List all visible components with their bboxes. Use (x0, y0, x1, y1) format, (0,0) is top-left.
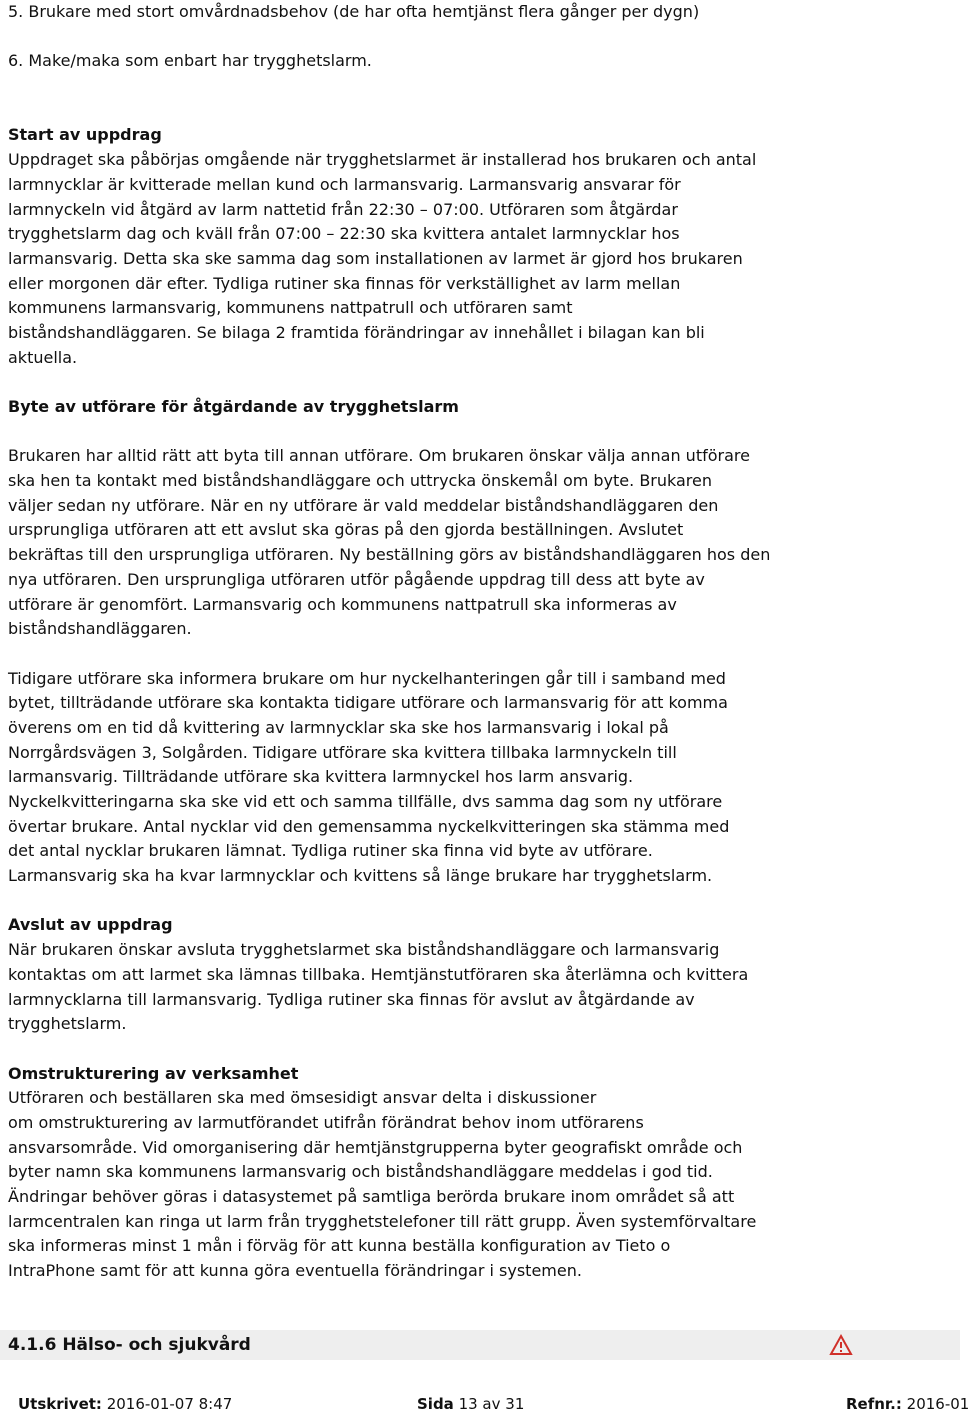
heading-byte: Byte av utförare för åtgärdande av trygghetslarm (8, 397, 459, 416)
paragraph-avslut (8, 938, 958, 1037)
text-line: larmansvarig. Detta ska ske samma dag som installationen av larmet är gjord hos brukaren (8, 248, 743, 268)
paragraph-byte-1 (8, 444, 958, 642)
text-line: ska hen ta kontakt med biståndshandläggare och uttrycka önskemål om byte. Brukaren (8, 471, 713, 491)
footer-written (18, 1394, 232, 1415)
footer-ref-label: Refnr.: (846, 1395, 902, 1413)
text-line: nya utföraren. Den ursprungliga utföraren utför pågående uppdrag till dess att byte av (8, 569, 705, 589)
footer-page-value: 13 av 31 (453, 1395, 525, 1413)
list-item: 5. Brukare med stort omvårdnadsbehov (de har ofta hemtjänst flera gånger per dygn) (8, 2, 700, 21)
heading-omstrukturering: Omstrukturering av verksamhet (8, 1063, 299, 1083)
text-line: Utföraren och beställaren ska med ömsesidigt ansvar delta i diskussioner (8, 1088, 597, 1108)
paragraph-start (8, 148, 958, 370)
text-line: övertar brukare. Antal nycklar vid den gemensamma nyckelkvitteringen ska stämma med (8, 816, 730, 836)
text-line: det antal nycklar brukaren lämnat. Tydliga rutiner ska finna vid byte av utförare. (8, 841, 653, 861)
footer-ref-value: 2016-01 (901, 1395, 969, 1413)
text-line: överens om en tid då kvittering av larmnycklar ska ske hos larmansvarig i lokal på (8, 717, 669, 737)
text-line: larmnycklarna till larmansvarig. Tydliga rutiner ska finnas för avslut av åtgärdande av (8, 989, 695, 1009)
text-line: ursprungliga utföraren att ett avslut ska göras på den gjorda beställningen. Avslutet (8, 520, 684, 540)
text-line: kommunens larmansvarig, kommunens nattpatrull och utföraren samt (8, 298, 573, 318)
text-line: larmansvarig. Tillträdande utförare ska kvittera larmnyckel hos larm ansvarig. (8, 767, 634, 787)
text-line: ansvarsområde. Vid omorganisering där hemtjänstgrupperna byter geografiskt område och (8, 1137, 743, 1157)
page-footer (0, 1394, 969, 1415)
text-line: väljer sedan ny utförare. När en ny utförare är vald meddelar biståndshandläggaren den (8, 495, 719, 515)
footer-page-label: Sida (417, 1395, 454, 1413)
text-line: aktuella. (8, 347, 78, 367)
text-line: biståndshandläggaren. (8, 619, 192, 639)
text-line: larmnyckeln vid åtgärd av larm nattetid från 22:30 – 07:00. Utföraren som åtgärdar (8, 199, 678, 219)
text-line: Nyckelkvitteringarna ska ske vid ett och samma tillfälle, dvs samma dag som ny utförare (8, 792, 723, 811)
text-line: trygghetslarm. (8, 1014, 127, 1034)
document-body (8, 0, 958, 1284)
list-item: 6. Make/maka som enbart har trygghetslarm. (8, 51, 372, 71)
warning-icon (830, 1334, 852, 1356)
text-line: trygghetslarm dag och kväll från 07:00 – 22:30 ska kvittera antalet larmnycklar hos (8, 224, 680, 244)
text-line: Brukaren har alltid rätt att byta till annan utförare. Om brukaren önskar välja annan utförare (8, 446, 750, 466)
heading-start: Start av uppdrag (8, 125, 162, 145)
text-line: När brukaren önskar avsluta trygghetslarmet ska biståndshandläggare och larmansvarig (8, 940, 720, 960)
text-line: Norrgårdsvägen 3, Solgården. Tidigare utförare ska kvittera tillbaka larmnyckeln till (8, 742, 677, 762)
text-line: byter namn ska kommunens larmansvarig och biståndshandläggare meddelas i god tid. (8, 1162, 713, 1182)
text-line: Tidigare utförare ska informera brukare om hur nyckelhanteringen går till i samband med (8, 668, 726, 688)
text-line: bytet, tillträdande utförare ska kontakta tidigare utförare och larmansvarig för att komma (8, 693, 728, 713)
text-line: kontaktas om att larmet ska lämnas tillbaka. Hemtjänstutföraren ska återlämna och kvittera (8, 964, 749, 984)
paragraph-byte-2 (8, 667, 958, 889)
text-line: larmnycklar är kvitterade mellan kund och larmansvarig. Larmansvarig ansvarar för (8, 174, 681, 194)
paragraph-omstrukturering (8, 1086, 958, 1284)
section-header (0, 1330, 960, 1360)
text-line: eller morgonen där efter. Tydliga rutiner ska finnas för verkställighet av larm mellan (8, 273, 681, 293)
text-line: Ändringar behöver göras i datasystemet på samtliga berörda brukare inom området så att (8, 1187, 735, 1206)
text-line: ska informeras minst 1 mån i förväg för att kunna beställa konfiguration av Tieto o (8, 1236, 671, 1256)
section-title: 4.1.6 Hälso- och sjukvård (8, 1335, 251, 1355)
text-line: IntraPhone samt för att kunna göra eventuella förändringar i systemen. (8, 1261, 582, 1281)
footer-page (417, 1394, 524, 1415)
heading-avslut: Avslut av uppdrag (8, 915, 173, 935)
text-line: biståndshandläggaren. Se bilaga 2 framtida förändringar av innehållet i bilagan kan bli (8, 322, 705, 342)
text-line: Larmansvarig ska ha kvar larmnycklar och kvittens så länge brukare har trygghetslarm. (8, 866, 713, 886)
text-line: bekräftas till den ursprungliga utföraren. Ny beställning görs av biståndshandläggaren hos den (8, 545, 771, 565)
text-line: Uppdraget ska påbörjas omgående när trygghetslarmet är installerad hos brukaren och antal (8, 150, 757, 170)
footer-written-label: Utskrivet: (18, 1395, 102, 1413)
footer-ref (846, 1394, 969, 1415)
text-line: om omstrukturering av larmutförandet utifrån förändrat behov inom utförarens (8, 1112, 644, 1132)
text-line: larmcentralen kan ringa ut larm från trygghetstelefoner till rätt grupp. Även systemförvaltare (8, 1211, 757, 1231)
text-line: utförare är genomfört. Larmansvarig och kommunens nattpatrull ska informeras av (8, 594, 677, 614)
footer-written-value: 2016-01-07 8:47 (101, 1395, 233, 1413)
